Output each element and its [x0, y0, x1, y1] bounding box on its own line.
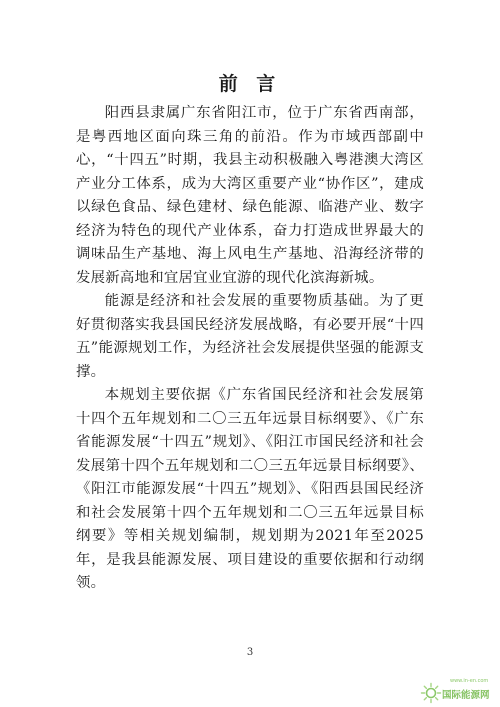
body-text — [76, 102, 424, 596]
watermark-url: www.in-en.com — [450, 678, 489, 684]
watermark — [420, 678, 498, 704]
paragraph-2: 能源是经济和社会发展的重要物质基础。为了更好贯彻落实我县国民经济发展战略，有必要开展“十四五”能源规划工作，为经济社会发展提供坚强的能源支撑。 — [76, 293, 424, 380]
sun-logo-icon — [420, 682, 442, 704]
page-title: 前 言 — [218, 73, 282, 95]
paragraph-3: 本规划主要依据《广东省国民经济和社会发展第十四个五年规划和二〇三五年远景目标纲要》、《广东省能源发展“十四五”规划》、《阳江市国民经济和社会发展第十四个五年规划和二〇三五年远景目标纲要》、《阳江市能源发展“十四五”规划》、《阳西县国民经济和社会发展第十四个五年规划和二〇三五年远景目标纲要》等相关规划编制，规划期为2021年至2025年，是我县能源发展、项目建设的重要依据和行动纲领。 — [76, 387, 424, 591]
watermark-text: 国际能源网 — [442, 690, 490, 701]
paragraph-1: 阳西县隶属广东省阳江市，位于广东省西南部，是粤西地区面向珠三角的前沿。作为市域西部副中心，“十四五”时期，我县主动积极融入粤港澳大湾区产业分工体系，成为大湾区重要产业“协作区”，建成以绿色食品、绿色建材、绿色能源、临港产业、数字经济为特色的现代产业体系，奋力打造成世界最大的调味品生产基地、海上风电生产基地、沿海经济带的发展新高地和宜居宜业宜游的现代化滨海新城。 — [76, 105, 424, 286]
page-number: 3 — [246, 647, 254, 658]
